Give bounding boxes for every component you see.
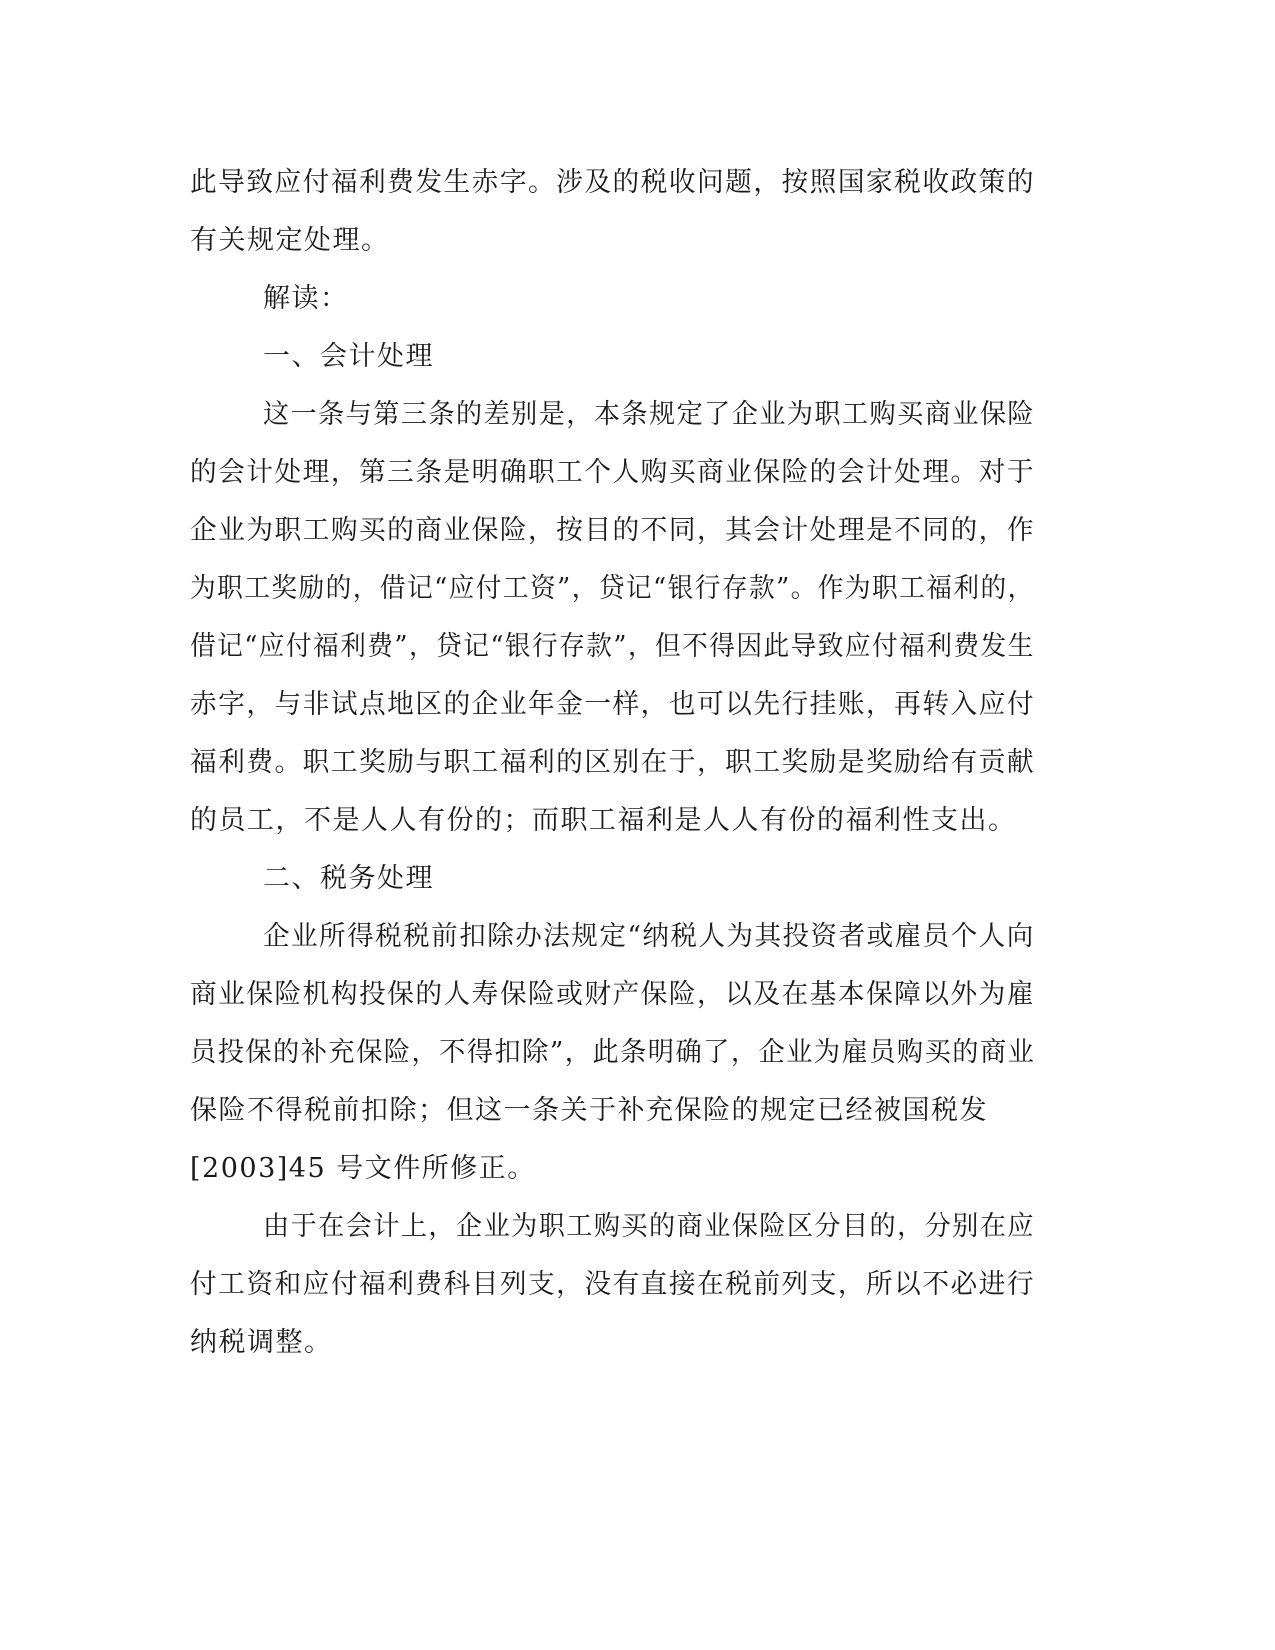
section-heading: 二、税务处理: [263, 863, 434, 894]
text-line: 付工资和应付福利费科目列支，没有直接在税前列支，所以不必进行: [190, 1269, 1035, 1300]
text-line: 纳税调整。: [190, 1327, 333, 1358]
text-line: 福利费。职工奖励与职工福利的区别在于，职工奖励是奖励给有贡献: [190, 747, 1035, 778]
paragraph-start: 由于在会计上，企业为职工购买的商业保险区分目的，分别在应: [263, 1211, 1035, 1242]
text-line: 商业保险机构投保的人寿保险或财产保险，以及在基本保障以外为雇: [190, 979, 1035, 1010]
text-line: 的员工，不是人人有份的；而职工福利是人人有份的福利性支出。: [190, 805, 1017, 836]
section-heading: 一、会计处理: [263, 341, 434, 372]
text-line: [2003]45 号文件所修正。: [190, 1153, 536, 1184]
section-label: 解读：: [263, 283, 349, 314]
paragraph-start: 这一条与第三条的差别是，本条规定了企业为职工购买商业保险: [263, 399, 1035, 430]
paragraph-start: 企业所得税税前扣除办法规定“纳税人为其投资者或雇员个人向: [263, 921, 1035, 952]
text-line: 此导致应付福利费发生赤字。涉及的税收问题，按照国家税收政策的: [190, 167, 1035, 198]
text-line: 员投保的补充保险，不得扣除”，此条明确了，企业为雇员购买的商业: [190, 1037, 1036, 1068]
text-line: 有关规定处理。: [190, 225, 390, 256]
text-line: 借记“应付福利费”，贷记“银行存款”，但不得因此导致应付福利费发生: [190, 631, 1035, 662]
text-line: 的会计处理，第三条是明确职工个人购买商业保险的会计处理。对于: [190, 457, 1035, 488]
text-line: 保险不得税前扣除；但这一条关于补充保险的规定已经被国税发: [190, 1095, 988, 1126]
text-line: 企业为职工购买的商业保险，按目的不同，其会计处理是不同的，作: [190, 515, 1035, 546]
text-line: 为职工奖励的，借记“应付工资”，贷记“银行存款”。作为职工福利的，: [190, 573, 1035, 604]
text-line: 赤字，与非试点地区的企业年金一样，也可以先行挂账，再转入应付: [190, 689, 1035, 720]
